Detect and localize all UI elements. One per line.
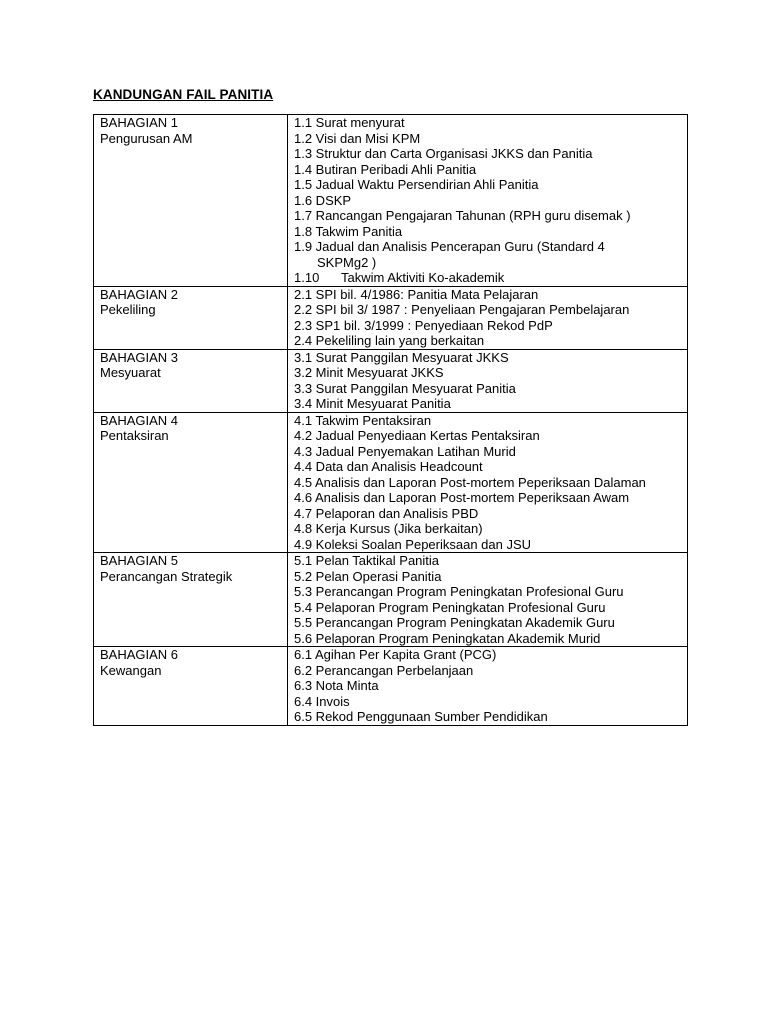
- section-cell: [94, 412, 288, 553]
- items-cell: [288, 412, 688, 553]
- list-item: 5.5 Perancangan Program Peningkatan Akademik Guru: [294, 615, 615, 630]
- items-cell: [288, 647, 688, 726]
- list-item: 1.7 Rancangan Pengajaran Tahunan (RPH guru disemak ): [294, 208, 631, 223]
- list-item: 1.4 Butiran Peribadi Ahli Panitia: [294, 161, 477, 177]
- list-item: 6.5 Rekod Penggunaan Sumber Pendidikan: [294, 709, 548, 724]
- list-item: 2.3 SP1 bil. 3/1999 : Penyediaan Rekod PdP: [294, 317, 553, 333]
- table-row: [94, 349, 688, 412]
- list-item: 5.2 Pelan Operasi Panitia: [294, 568, 442, 584]
- list-item: 1.6 DSKP: [294, 192, 352, 208]
- list-item: 5.6 Pelaporan Program Peningkatan Akademik Murid: [294, 630, 601, 646]
- section-name: Mesyuarat: [100, 365, 161, 380]
- items-cell: [288, 115, 688, 287]
- list-item: 5.3 Perancangan Program Peningkatan Profesional Guru: [294, 584, 624, 599]
- list-item: 4.3 Jadual Penyemakan Latihan Murid: [294, 443, 516, 459]
- list-item: 6.1 Agihan Per Kapita Grant (PCG): [294, 647, 497, 662]
- contents-table: [93, 114, 688, 726]
- list-item: 3.4 Minit Mesyuarat Panitia: [294, 396, 451, 411]
- list-item: 3.3 Surat Panggilan Mesyuarat Panitia: [294, 380, 516, 396]
- items-cell: [288, 286, 688, 349]
- section-cell: [94, 553, 288, 647]
- list-item: 1.1 Surat menyurat: [294, 115, 405, 130]
- section-heading: BAHAGIAN 1: [100, 115, 179, 130]
- table-row: [94, 412, 688, 553]
- list-item-continuation: SKPMg2 ): [317, 254, 377, 270]
- list-item: 4.1 Takwim Pentaksiran: [294, 412, 432, 428]
- list-item-text: Takwim Aktiviti Ko-akademik: [341, 270, 505, 285]
- section-cell: [94, 286, 288, 349]
- section-name: Perancangan Strategik: [100, 568, 233, 584]
- list-item: 2.1 SPI bil. 4/1986: Panitia Mata Pelajaran: [294, 286, 539, 302]
- list-item-number: 1.10: [294, 270, 320, 285]
- section-heading: BAHAGIAN 4: [100, 412, 179, 428]
- table-row: [94, 553, 688, 647]
- section-name: Pekeliling: [100, 302, 156, 317]
- list-item: 6.3 Nota Minta: [294, 678, 379, 693]
- table-row: [94, 647, 688, 726]
- document-title: KANDUNGAN FAIL PANITIA: [93, 87, 274, 102]
- section-cell: [94, 115, 288, 287]
- section-heading: BAHAGIAN 2: [100, 286, 179, 302]
- list-item: 1.5 Jadual Waktu Persendirian Ahli Panitia: [294, 177, 539, 192]
- list-item: 4.7 Pelaporan dan Analisis PBD: [294, 505, 479, 521]
- list-item: 4.2 Jadual Penyediaan Kertas Pentaksiran: [294, 428, 540, 443]
- table-row: [94, 286, 688, 349]
- list-item: 2.2 SPI bil 3/ 1987 : Penyeliaan Pengajaran Pembelajaran: [294, 302, 630, 317]
- list-item: 1.8 Takwim Panitia: [294, 223, 403, 239]
- section-heading: BAHAGIAN 5: [100, 553, 179, 568]
- section-name: Pentaksiran: [100, 428, 169, 443]
- section-name: Kewangan: [100, 662, 162, 678]
- section-cell: [94, 349, 288, 412]
- section-cell: [94, 647, 288, 726]
- list-item: 4.4 Data dan Analisis Headcount: [294, 459, 483, 474]
- list-item: 6.4 Invois: [294, 693, 350, 709]
- items-cell: [288, 553, 688, 647]
- list-item: 5.1 Pelan Taktikal Panitia: [294, 553, 440, 568]
- list-item: 4.6 Analisis dan Laporan Post-mortem Peperiksaan Awam: [294, 490, 630, 505]
- list-item: 3.2 Minit Mesyuarat JKKS: [294, 365, 444, 380]
- list-item: [294, 270, 681, 286]
- table-row: [94, 115, 688, 287]
- list-item: 1.9 Jadual dan Analisis Pencerapan Guru (Standard 4: [294, 239, 605, 254]
- section-heading: BAHAGIAN 6: [100, 647, 179, 662]
- list-item: 3.1 Surat Panggilan Mesyuarat JKKS: [294, 349, 509, 365]
- list-item: 6.2 Perancangan Perbelanjaan: [294, 662, 474, 678]
- list-item: 5.4 Pelaporan Program Peningkatan Profesional Guru: [294, 599, 606, 615]
- list-item: 4.5 Analisis dan Laporan Post-mortem Peperiksaan Dalaman: [294, 474, 646, 490]
- list-item: 4.8 Kerja Kursus (Jika berkaitan): [294, 521, 483, 536]
- list-item: 1.2 Visi dan Misi KPM: [294, 130, 421, 146]
- list-item: 2.4 Pekeliling lain yang berkaitan: [294, 333, 485, 348]
- list-item: 4.9 Koleksi Soalan Peperiksaan dan JSU: [294, 536, 532, 552]
- list-item: 1.3 Struktur dan Carta Organisasi JKKS dan Panitia: [294, 146, 593, 161]
- section-name: Pengurusan AM: [100, 130, 193, 146]
- items-cell: [288, 349, 688, 412]
- section-heading: BAHAGIAN 3: [100, 349, 179, 365]
